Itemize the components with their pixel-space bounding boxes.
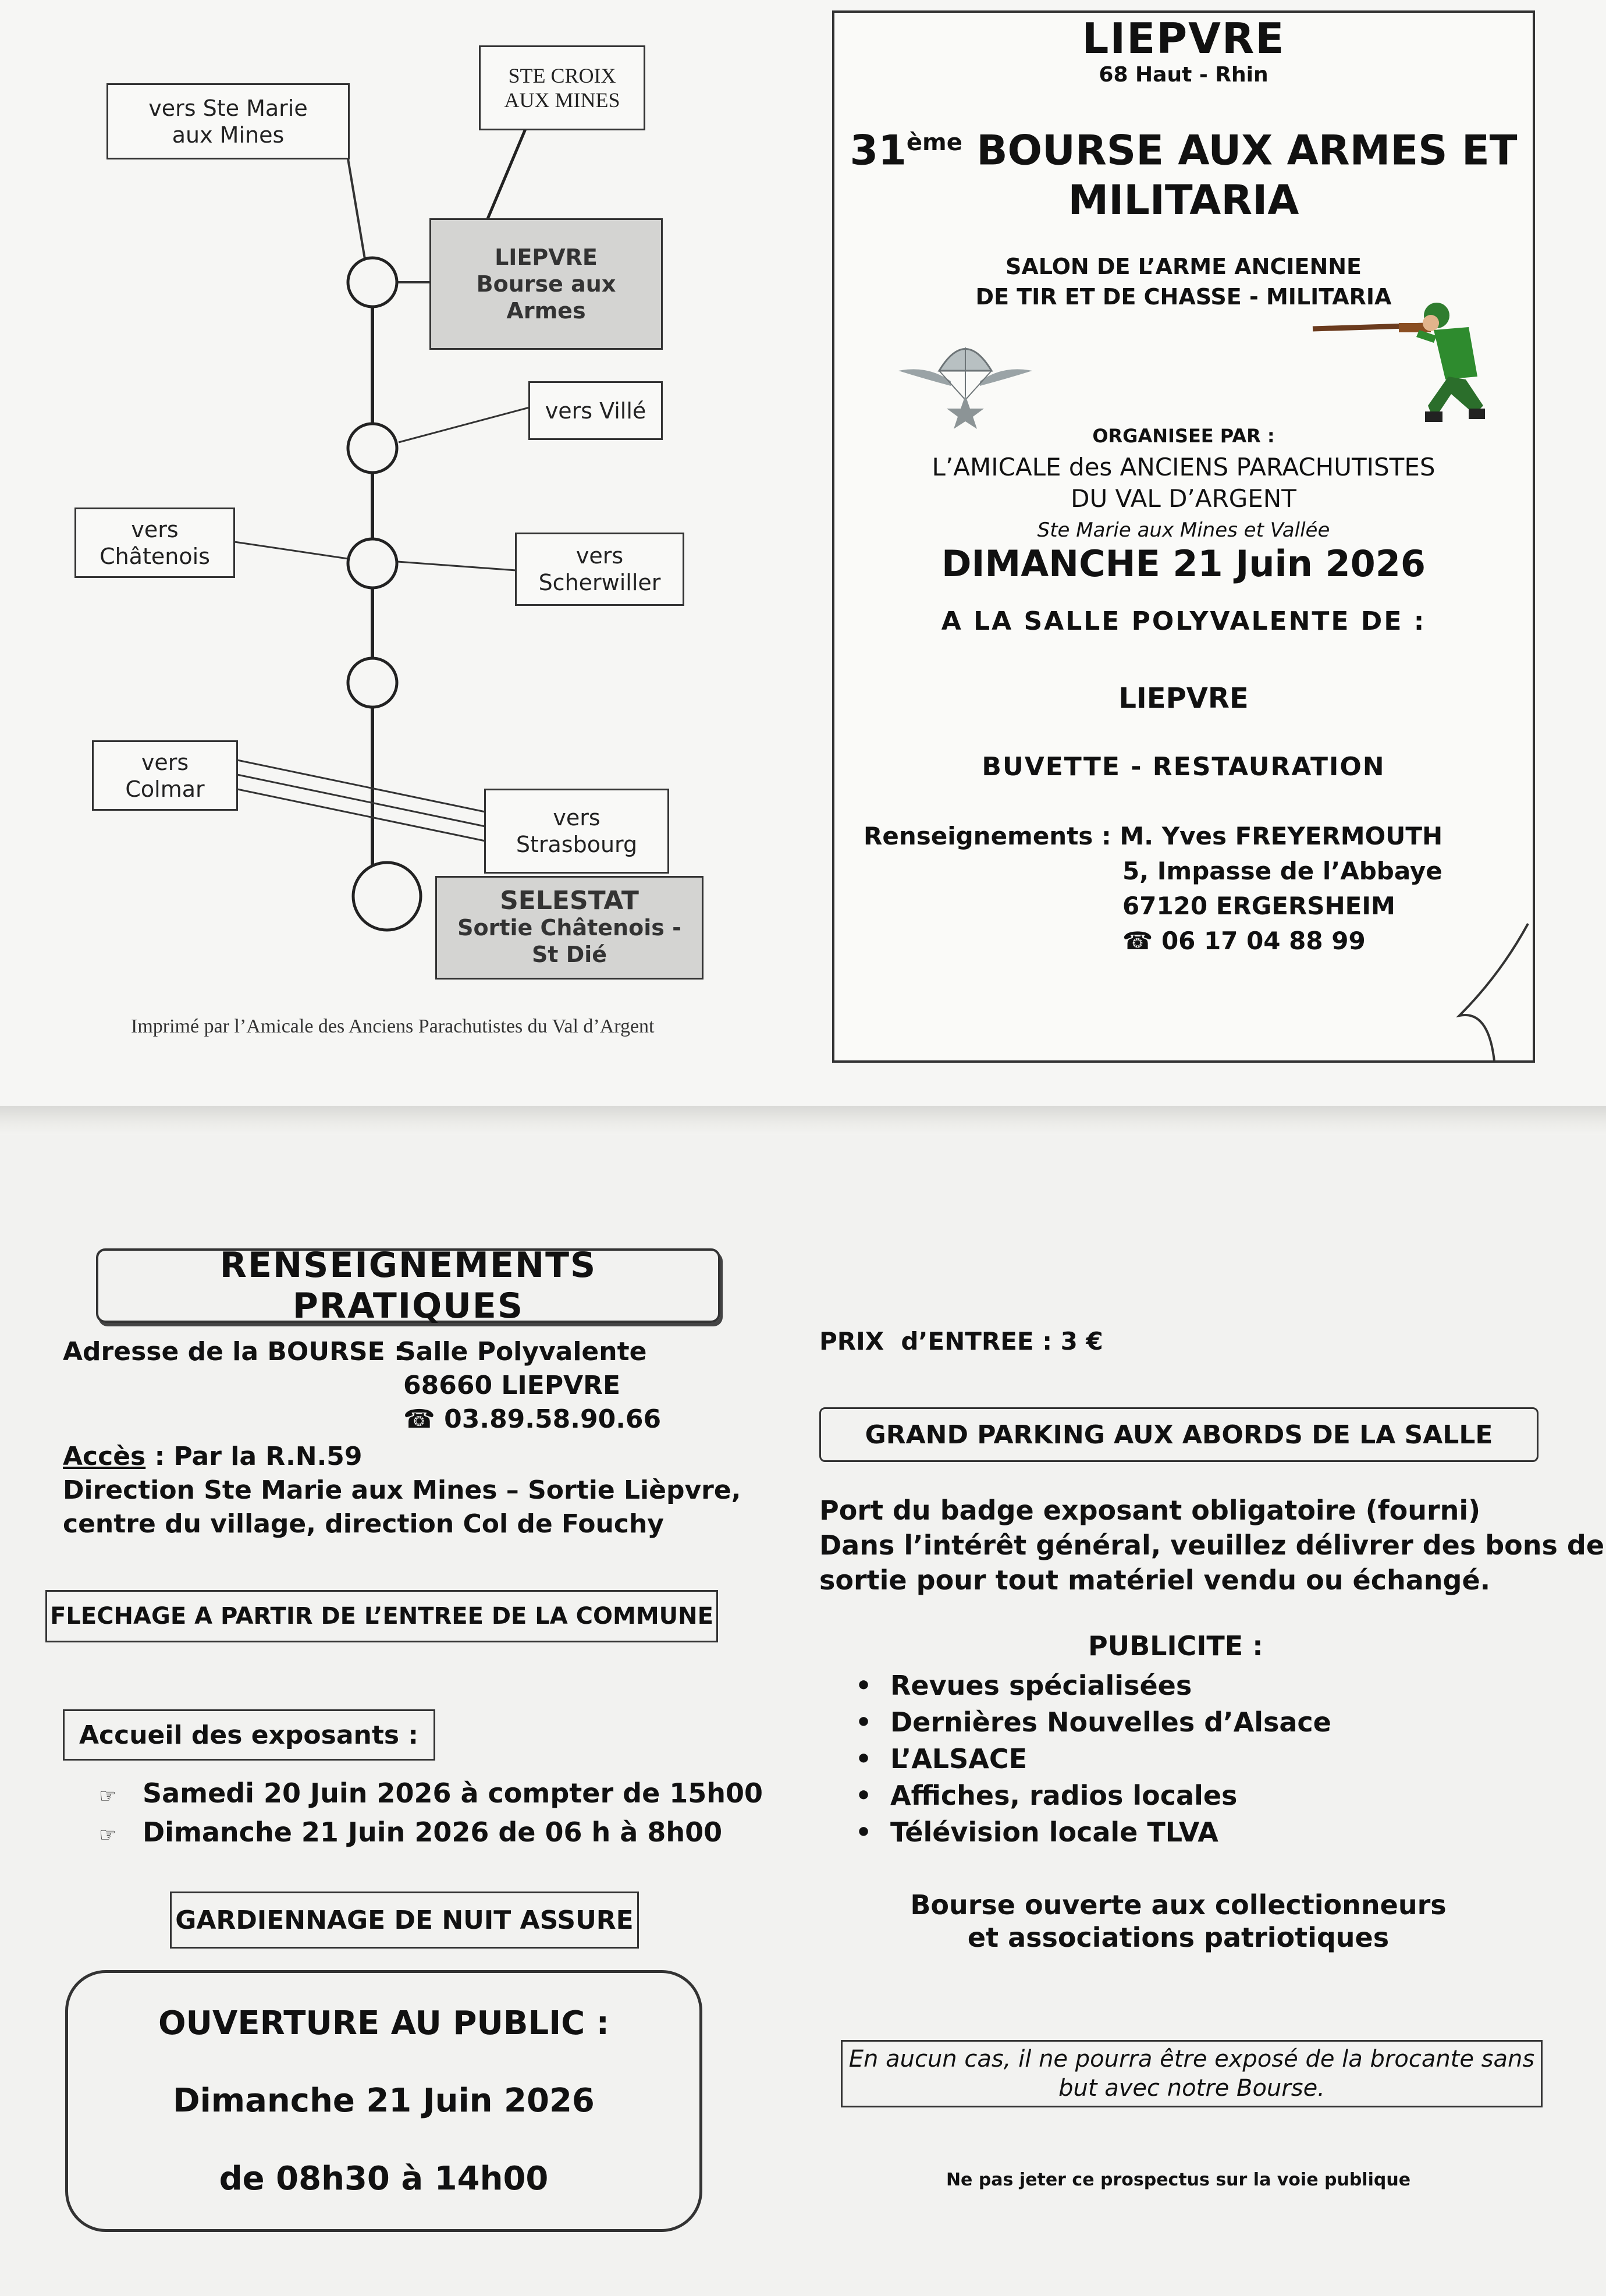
advertising-title: PUBLICITE :	[1088, 1630, 1263, 1662]
map-label-text: vers	[141, 749, 189, 775]
entry-price: PRIX d’ENTREE : 3 €	[819, 1327, 1103, 1355]
map-label-scherwiller	[515, 533, 684, 606]
list-item: • L’ALSACE	[890, 1741, 1331, 1777]
collectors-line-2: et associations patriotiques	[967, 1922, 1390, 1953]
list-item: • Dernières Nouvelles d’Alsace	[890, 1704, 1331, 1741]
badge-line-3: sortie pour tout matériel vendu ou échangé.	[819, 1564, 1491, 1596]
schedule-text: Samedi 20 Juin 2026 à compter de 15h00	[143, 1777, 763, 1809]
rifleman-icon	[1312, 295, 1486, 429]
salon-line-1: SALON DE L’ARME ANCIENNE	[1005, 254, 1362, 279]
poster-venue: LIEPVRE	[1118, 682, 1249, 715]
poster-title	[834, 118, 1533, 225]
exhibitor-schedule-item	[99, 1775, 763, 1814]
address-line-2: 68660 LIEPVRE	[403, 1371, 621, 1400]
pointing-hand-icon: ☞	[99, 1784, 117, 1808]
map-label-liepvre	[429, 218, 663, 350]
address-phone: ☎ 03.89.58.90.66	[403, 1404, 662, 1434]
footer-notice: Ne pas jeter ce prospectus sur la voie publique	[946, 2170, 1411, 2190]
poster-date: DIMANCHE 21 Juin 2026	[941, 542, 1426, 585]
map-label-text: Sortie Châtenois -	[457, 915, 681, 941]
advertising-list	[855, 1667, 1331, 1851]
map-label-chatenois	[74, 508, 235, 578]
map-label-text: vers Villé	[545, 398, 646, 424]
list-item: • Télévision locale TLVA	[890, 1814, 1331, 1851]
practical-info-heading: RENSEIGNEMENTS PRATIQUES	[96, 1248, 720, 1323]
poster-contact	[864, 819, 1442, 959]
map-label-text: St Dié	[531, 942, 607, 967]
list-item: • Affiches, radios locales	[890, 1777, 1331, 1814]
page-curl-decoration	[1448, 922, 1529, 1062]
direction-line-1: Direction Ste Marie aux Mines – Sortie Lièpvre,	[63, 1475, 741, 1505]
address-label: Adresse de la BOURSE :	[63, 1337, 404, 1367]
notice-line-1: En aucun cas, il ne pourra être exposé de la brocante sans	[848, 2046, 1535, 2073]
list-item: • Revues spécialisées	[890, 1667, 1331, 1704]
junction-liepvre	[348, 258, 397, 307]
edition-number: 31	[850, 126, 907, 175]
poster-buvette: BUVETTE - RESTAURATION	[982, 752, 1385, 782]
organizer-label: ORGANISEE PAR :	[1092, 425, 1275, 447]
junction-chatenois	[348, 539, 397, 588]
exhibitor-schedule	[99, 1775, 763, 1853]
junction-unnamed	[348, 658, 397, 707]
imprint-note: Imprimé par l’Amicale des Anciens Parachutistes du Val d’Argent	[131, 1016, 655, 1037]
salon-line-2: DE TIR ET DE CHASSE - MILITARIA	[975, 284, 1392, 310]
organizer-line-1: L’AMICALE des ANCIENS PARACHUTISTES	[932, 453, 1436, 481]
badge-line-2: Dans l’intérêt général, veuillez délivrer des bons de	[819, 1530, 1605, 1561]
badge-notice	[819, 1493, 1604, 1598]
map-label-text: aux Mines	[172, 122, 285, 148]
parachute-wings-icon	[893, 330, 1038, 429]
junction-ville	[348, 424, 397, 473]
map-label-text: vers Ste Marie	[148, 95, 308, 121]
map-label-ville	[528, 381, 663, 440]
access-line	[63, 1440, 363, 1473]
map-label-text: vers	[575, 543, 624, 569]
public-opening-box	[65, 1970, 702, 2232]
night-guard-notice: GARDIENNAGE DE NUIT ASSURE	[170, 1892, 639, 1949]
edition-suffix: ème	[906, 129, 962, 156]
access-label: Accès	[63, 1442, 146, 1471]
parking-notice: GRAND PARKING AUX ABORDS DE LA SALLE	[819, 1407, 1539, 1462]
opening-hours: de 08h30 à 14h00	[219, 2159, 549, 2198]
map-label-text: Colmar	[125, 776, 205, 802]
organizer-line-2: DU VAL D’ARGENT	[1071, 484, 1296, 513]
map-label-strasbourg	[484, 789, 669, 874]
map-label-colmar	[92, 740, 238, 811]
map-label-text: Strasbourg	[516, 832, 638, 857]
map-label-text: Armes	[506, 298, 586, 324]
map-label-ste-marie	[106, 83, 350, 159]
open-to-collectors	[838, 1889, 1519, 1954]
pointing-hand-icon: ☞	[99, 1823, 117, 1847]
opening-title: OUVERTURE AU PUBLIC :	[158, 2004, 610, 2043]
map-label-text: Bourse aux	[476, 271, 616, 297]
map-label-text: vers	[553, 805, 601, 831]
junction-selestat	[353, 863, 421, 930]
poster-department: 68 Haut - Rhin	[1099, 63, 1269, 87]
title-line-1: BOURSE AUX ARMES ET	[962, 126, 1518, 175]
signage-notice: FLECHAGE A PARTIR DE L’ENTREE DE LA COMMUNE	[45, 1590, 718, 1642]
access-route: : Par la R.N.59	[145, 1442, 363, 1471]
notice-line-2: but avec notre Bourse.	[1058, 2075, 1325, 2102]
opening-date: Dimanche 21 Juin 2026	[173, 2082, 595, 2120]
title-line-2: MILITARIA	[1068, 176, 1299, 225]
flea-market-notice	[841, 2040, 1543, 2107]
map-label-text: AUX MINES	[504, 88, 620, 112]
contact-phone: ☎ 06 17 04 88 99	[1122, 927, 1366, 955]
map-label-text: LIEPVRE	[495, 244, 598, 270]
schedule-text: Dimanche 21 Juin 2026 de 06 h à 8h00	[143, 1816, 723, 1848]
map-label-text: vers	[131, 516, 179, 542]
poster-organizer	[834, 420, 1533, 546]
collectors-line-1: Bourse ouverte aux collectionneurs	[910, 1889, 1447, 1921]
map-label-text: STE CROIX	[508, 64, 616, 87]
poster-venue-label: A LA SALLE POLYVALENTE DE :	[941, 606, 1426, 636]
address-line-1: Salle Polyvalente	[397, 1337, 647, 1367]
contact-name: Renseignements : M. Yves FREYERMOUTH	[864, 822, 1443, 850]
map-label-text: Châtenois	[100, 543, 210, 569]
map-label-text: SELESTAT	[500, 886, 639, 915]
map-label-selestat	[435, 876, 703, 980]
badge-line-1: Port du badge exposant obligatoire (fourni)	[819, 1495, 1481, 1526]
sheet-fold	[0, 1106, 1606, 1135]
map-label-text: Scherwiller	[538, 570, 661, 595]
contact-address-2: 67120 ERGERSHEIM	[1122, 892, 1395, 920]
organizer-line-3: Ste Marie aux Mines et Vallée	[1037, 519, 1330, 542]
event-poster	[832, 10, 1535, 1063]
exhibitor-welcome-label: Accueil des exposants :	[63, 1709, 435, 1761]
map-label-ste-croix	[479, 45, 645, 130]
exhibitor-schedule-item	[99, 1814, 763, 1853]
contact-address-1: 5, Impasse de l’Abbaye	[1122, 857, 1442, 885]
poster-town: LIEPVRE	[1082, 14, 1285, 63]
direction-line-2: centre du village, direction Col de Fouchy	[63, 1509, 664, 1539]
